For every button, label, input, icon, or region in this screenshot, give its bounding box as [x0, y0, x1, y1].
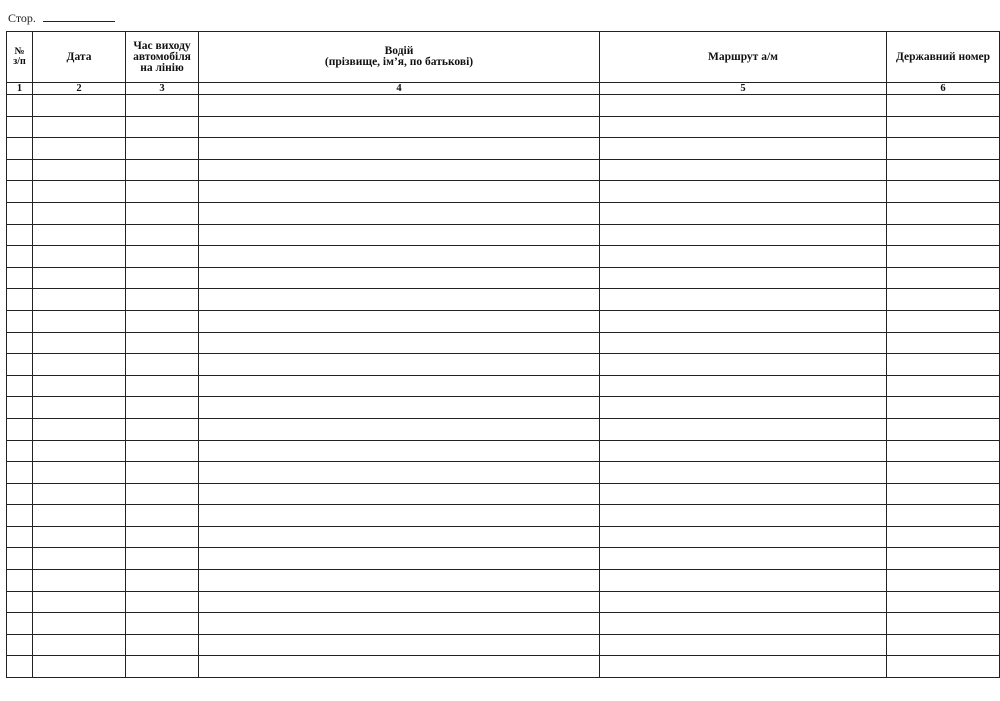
- table-row: [7, 181, 1000, 203]
- column-number: 5: [600, 83, 887, 95]
- cell-no[interactable]: [7, 656, 33, 678]
- table-row: [7, 634, 1000, 656]
- cell-plate-number[interactable]: [887, 289, 1000, 311]
- cell-date[interactable]: [33, 591, 126, 613]
- cell-date[interactable]: [33, 440, 126, 462]
- cell-date[interactable]: [33, 526, 126, 548]
- cell-date[interactable]: [33, 138, 126, 160]
- cell-driver[interactable]: [199, 95, 600, 117]
- cell-plate-number[interactable]: [887, 202, 1000, 224]
- cell-no[interactable]: [7, 246, 33, 268]
- cell-driver[interactable]: [199, 548, 600, 570]
- cell-departure-time[interactable]: [126, 310, 199, 332]
- cell-no[interactable]: [7, 116, 33, 138]
- table-row: [7, 95, 1000, 117]
- cell-no[interactable]: [7, 332, 33, 354]
- cell-plate-number[interactable]: [887, 116, 1000, 138]
- cell-no[interactable]: [7, 548, 33, 570]
- cell-no[interactable]: [7, 591, 33, 613]
- cell-driver[interactable]: [199, 397, 600, 419]
- cell-route[interactable]: [600, 224, 887, 246]
- cell-no[interactable]: [7, 310, 33, 332]
- cell-plate-number[interactable]: [887, 613, 1000, 635]
- cell-plate-number[interactable]: [887, 267, 1000, 289]
- cell-departure-time[interactable]: [126, 440, 199, 462]
- cell-no[interactable]: [7, 159, 33, 181]
- cell-no[interactable]: [7, 375, 33, 397]
- cell-no[interactable]: [7, 634, 33, 656]
- cell-route[interactable]: [600, 267, 887, 289]
- cell-route[interactable]: [600, 440, 887, 462]
- cell-plate-number[interactable]: [887, 570, 1000, 592]
- cell-no[interactable]: [7, 505, 33, 527]
- cell-driver[interactable]: [199, 116, 600, 138]
- cell-departure-time[interactable]: [126, 159, 199, 181]
- cell-no[interactable]: [7, 181, 33, 203]
- cell-driver[interactable]: [199, 570, 600, 592]
- cell-driver[interactable]: [199, 526, 600, 548]
- cell-no[interactable]: [7, 95, 33, 117]
- cell-plate-number[interactable]: [887, 224, 1000, 246]
- cell-plate-number[interactable]: [887, 483, 1000, 505]
- cell-plate-number[interactable]: [887, 462, 1000, 484]
- cell-departure-time[interactable]: [126, 656, 199, 678]
- cell-no[interactable]: [7, 613, 33, 635]
- cell-date[interactable]: [33, 634, 126, 656]
- cell-plate-number[interactable]: [887, 332, 1000, 354]
- cell-departure-time[interactable]: [126, 332, 199, 354]
- cell-route[interactable]: [600, 656, 887, 678]
- cell-departure-time[interactable]: [126, 138, 199, 160]
- table-row: [7, 159, 1000, 181]
- cell-departure-time[interactable]: [126, 634, 199, 656]
- cell-route[interactable]: [600, 354, 887, 376]
- cell-driver[interactable]: [199, 159, 600, 181]
- table-row: [7, 289, 1000, 311]
- cell-driver[interactable]: [199, 375, 600, 397]
- cell-plate-number[interactable]: [887, 159, 1000, 181]
- column-number: 4: [199, 83, 600, 95]
- cell-no[interactable]: [7, 138, 33, 160]
- header-plate-number: Державний номер: [887, 32, 1000, 83]
- cell-driver[interactable]: [199, 354, 600, 376]
- cell-route[interactable]: [600, 570, 887, 592]
- cell-plate-number[interactable]: [887, 548, 1000, 570]
- cell-date[interactable]: [33, 613, 126, 635]
- cell-date[interactable]: [33, 310, 126, 332]
- cell-plate-number[interactable]: [887, 440, 1000, 462]
- cell-date[interactable]: [33, 202, 126, 224]
- cell-plate-number[interactable]: [887, 354, 1000, 376]
- cell-driver[interactable]: [199, 267, 600, 289]
- cell-driver[interactable]: [199, 246, 600, 268]
- cell-no[interactable]: [7, 440, 33, 462]
- cell-no[interactable]: [7, 289, 33, 311]
- cell-date[interactable]: [33, 95, 126, 117]
- cell-date[interactable]: [33, 224, 126, 246]
- cell-departure-time[interactable]: [126, 526, 199, 548]
- cell-no[interactable]: [7, 526, 33, 548]
- cell-driver[interactable]: [199, 656, 600, 678]
- column-number-row: [7, 83, 1000, 95]
- cell-departure-time[interactable]: [126, 483, 199, 505]
- cell-route[interactable]: [600, 613, 887, 635]
- cell-departure-time[interactable]: [126, 224, 199, 246]
- table-row: [7, 202, 1000, 224]
- cell-date[interactable]: [33, 375, 126, 397]
- cell-departure-time[interactable]: [126, 397, 199, 419]
- cell-driver[interactable]: [199, 289, 600, 311]
- page-number-blank[interactable]: [43, 10, 115, 22]
- table-row: [7, 418, 1000, 440]
- cell-no[interactable]: [7, 202, 33, 224]
- cell-date[interactable]: [33, 505, 126, 527]
- cell-date[interactable]: [33, 656, 126, 678]
- cell-driver[interactable]: [199, 138, 600, 160]
- cell-route[interactable]: [600, 181, 887, 203]
- header-driver: Водій (прізвище, ім’я, по батькові): [199, 32, 600, 83]
- cell-date[interactable]: [33, 289, 126, 311]
- cell-plate-number[interactable]: [887, 95, 1000, 117]
- cell-route[interactable]: [600, 310, 887, 332]
- cell-plate-number[interactable]: [887, 505, 1000, 527]
- cell-date[interactable]: [33, 159, 126, 181]
- table-row: [7, 505, 1000, 527]
- cell-no[interactable]: [7, 224, 33, 246]
- table-row: [7, 310, 1000, 332]
- cell-route[interactable]: [600, 375, 887, 397]
- cell-route[interactable]: [600, 418, 887, 440]
- cell-route[interactable]: [600, 116, 887, 138]
- table-row: [7, 224, 1000, 246]
- cell-no[interactable]: [7, 570, 33, 592]
- table-row: [7, 591, 1000, 613]
- cell-route[interactable]: [600, 289, 887, 311]
- cell-driver[interactable]: [199, 418, 600, 440]
- cell-departure-time[interactable]: [126, 246, 199, 268]
- cell-route[interactable]: [600, 95, 887, 117]
- cell-driver[interactable]: [199, 634, 600, 656]
- cell-route[interactable]: [600, 246, 887, 268]
- cell-no[interactable]: [7, 483, 33, 505]
- cell-route[interactable]: [600, 138, 887, 160]
- page-label-text: Стор.: [8, 11, 36, 25]
- cell-driver[interactable]: [199, 181, 600, 203]
- cell-driver[interactable]: [199, 483, 600, 505]
- cell-driver[interactable]: [199, 440, 600, 462]
- cell-route[interactable]: [600, 505, 887, 527]
- cell-plate-number[interactable]: [887, 138, 1000, 160]
- cell-no[interactable]: [7, 462, 33, 484]
- header-departure-time: Час виходу автомобіля на лінію: [126, 32, 199, 83]
- cell-departure-time[interactable]: [126, 267, 199, 289]
- cell-route[interactable]: [600, 332, 887, 354]
- cell-departure-time[interactable]: [126, 570, 199, 592]
- cell-departure-time[interactable]: [126, 95, 199, 117]
- table-row: [7, 440, 1000, 462]
- cell-plate-number[interactable]: [887, 310, 1000, 332]
- page-number-label: [8, 10, 115, 25]
- cell-date[interactable]: [33, 267, 126, 289]
- cell-driver[interactable]: [199, 310, 600, 332]
- cell-driver[interactable]: [199, 224, 600, 246]
- cell-date[interactable]: [33, 354, 126, 376]
- cell-departure-time[interactable]: [126, 181, 199, 203]
- cell-driver[interactable]: [199, 505, 600, 527]
- cell-route[interactable]: [600, 591, 887, 613]
- cell-plate-number[interactable]: [887, 526, 1000, 548]
- cell-no[interactable]: [7, 397, 33, 419]
- column-number: 2: [33, 83, 126, 95]
- cell-no[interactable]: [7, 418, 33, 440]
- cell-date[interactable]: [33, 246, 126, 268]
- table-row: [7, 613, 1000, 635]
- journal-table: [6, 31, 1000, 678]
- cell-route[interactable]: [600, 202, 887, 224]
- cell-departure-time[interactable]: [126, 116, 199, 138]
- table-row: [7, 483, 1000, 505]
- cell-date[interactable]: [33, 462, 126, 484]
- header-row: [7, 32, 1000, 83]
- cell-date[interactable]: [33, 181, 126, 203]
- table-row: [7, 375, 1000, 397]
- table-body: [7, 95, 1000, 678]
- cell-departure-time[interactable]: [126, 418, 199, 440]
- cell-driver[interactable]: [199, 613, 600, 635]
- cell-route[interactable]: [600, 634, 887, 656]
- cell-departure-time[interactable]: [126, 591, 199, 613]
- cell-driver[interactable]: [199, 202, 600, 224]
- cell-departure-time[interactable]: [126, 548, 199, 570]
- cell-plate-number[interactable]: [887, 591, 1000, 613]
- column-number: 1: [7, 83, 33, 95]
- cell-departure-time[interactable]: [126, 505, 199, 527]
- cell-plate-number[interactable]: [887, 181, 1000, 203]
- table-row: [7, 570, 1000, 592]
- table-row: [7, 267, 1000, 289]
- table-row: [7, 116, 1000, 138]
- table-row: [7, 397, 1000, 419]
- cell-date[interactable]: [33, 397, 126, 419]
- table-row: [7, 656, 1000, 678]
- cell-plate-number[interactable]: [887, 634, 1000, 656]
- cell-no[interactable]: [7, 267, 33, 289]
- cell-plate-number[interactable]: [887, 375, 1000, 397]
- table-row: [7, 462, 1000, 484]
- cell-departure-time[interactable]: [126, 202, 199, 224]
- header-route: Маршрут а/м: [600, 32, 887, 83]
- cell-departure-time[interactable]: [126, 462, 199, 484]
- cell-date[interactable]: [33, 418, 126, 440]
- cell-date[interactable]: [33, 332, 126, 354]
- cell-date[interactable]: [33, 548, 126, 570]
- table-row: [7, 526, 1000, 548]
- cell-date[interactable]: [33, 570, 126, 592]
- column-number: 6: [887, 83, 1000, 95]
- header-no: № з/п: [7, 32, 33, 83]
- table-row: [7, 548, 1000, 570]
- cell-route[interactable]: [600, 526, 887, 548]
- cell-route[interactable]: [600, 397, 887, 419]
- cell-departure-time[interactable]: [126, 354, 199, 376]
- table-row: [7, 332, 1000, 354]
- cell-plate-number[interactable]: [887, 397, 1000, 419]
- cell-no[interactable]: [7, 354, 33, 376]
- table-row: [7, 354, 1000, 376]
- cell-driver[interactable]: [199, 462, 600, 484]
- table-row: [7, 246, 1000, 268]
- header-date: Дата: [33, 32, 126, 83]
- cell-departure-time[interactable]: [126, 375, 199, 397]
- cell-departure-time[interactable]: [126, 613, 199, 635]
- cell-plate-number[interactable]: [887, 656, 1000, 678]
- cell-route[interactable]: [600, 483, 887, 505]
- column-number: 3: [126, 83, 199, 95]
- cell-driver[interactable]: [199, 591, 600, 613]
- table-row: [7, 138, 1000, 160]
- cell-date[interactable]: [33, 483, 126, 505]
- cell-route[interactable]: [600, 548, 887, 570]
- cell-plate-number[interactable]: [887, 246, 1000, 268]
- cell-date[interactable]: [33, 116, 126, 138]
- cell-route[interactable]: [600, 462, 887, 484]
- cell-driver[interactable]: [199, 332, 600, 354]
- cell-route[interactable]: [600, 159, 887, 181]
- cell-departure-time[interactable]: [126, 289, 199, 311]
- cell-plate-number[interactable]: [887, 418, 1000, 440]
